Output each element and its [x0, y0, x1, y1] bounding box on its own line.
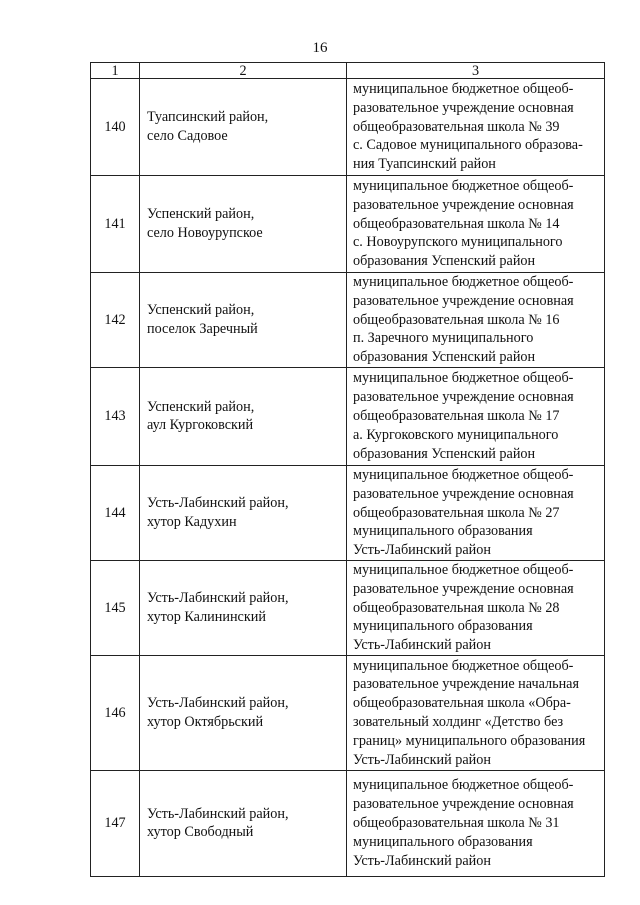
school-name-line: муниципальное бюджетное общеоб- — [353, 178, 574, 194]
column-header-1: 1 — [91, 63, 140, 79]
locality-cell — [140, 465, 347, 560]
school-name-line: разовательное учреждение начальная — [353, 676, 580, 693]
school-name-cell — [347, 367, 605, 465]
school-name-line: муниципальное бюджетное общеоб- — [353, 777, 574, 794]
school-name-line: Усть-Лабинский район — [353, 542, 491, 559]
school-name-line: муниципальное бюджетное общеоб- — [353, 561, 574, 578]
school-name-line: муниципального образования — [353, 523, 533, 540]
settlement-line: аул Кургоковский — [147, 417, 254, 434]
school-name-line: муниципальное бюджетное общеоб- — [353, 274, 574, 290]
table-row — [91, 176, 605, 273]
locality-cell — [140, 770, 347, 876]
district-line: Туапсинский район, — [147, 109, 269, 126]
locality-cell — [140, 655, 347, 770]
school-name-line: разовательное учреждение основная — [353, 580, 574, 597]
school-name-line: общеобразовательная школа № 16 — [353, 311, 560, 328]
locality-cell — [140, 560, 347, 655]
row-number: 141 — [91, 176, 140, 273]
table-row — [91, 560, 605, 655]
school-name-line: общеобразовательная школа № 39 — [353, 118, 560, 135]
school-name-line: муниципальное бюджетное общеоб- — [353, 466, 574, 483]
locality-cell — [140, 367, 347, 465]
schools-table — [90, 62, 605, 877]
school-name-cell — [347, 79, 605, 176]
school-name-line: Усть-Лабинский район — [353, 751, 491, 768]
school-name-line: зовательный холдинг «Детство без — [353, 713, 564, 730]
school-name-line: разовательное учреждение основная — [353, 796, 574, 813]
table-row — [91, 465, 605, 560]
school-name-line: муниципальное бюджетное общеоб- — [353, 370, 574, 387]
school-name-line: муниципальное бюджетное общеоб- — [353, 81, 574, 97]
school-name-line: разовательное учреждение основная — [353, 389, 574, 406]
school-name-line: муниципального образования — [353, 833, 533, 850]
row-number: 140 — [91, 79, 140, 176]
column-header-2: 2 — [140, 63, 347, 79]
table-row — [91, 79, 605, 176]
school-name-line: ния Туапсинский район — [353, 156, 496, 173]
district-line: Усть-Лабинский район, — [147, 695, 289, 712]
district-line: Усть-Лабинский район, — [147, 590, 289, 607]
school-name-line: образования Успенский район — [353, 445, 536, 462]
school-name-cell — [347, 176, 605, 273]
school-name-line: образования Успенский район — [353, 253, 536, 270]
settlement-line: село Садовое — [147, 128, 228, 144]
district-line: Успенский район, — [147, 302, 255, 319]
school-name-line: с. Садовое муниципального образова- — [353, 137, 583, 154]
district-line: Успенский район, — [147, 206, 255, 223]
school-name-cell — [347, 770, 605, 876]
locality-cell — [140, 79, 347, 176]
school-name-line: разовательное учреждение основная — [353, 99, 574, 116]
school-name-cell — [347, 273, 605, 368]
row-number: 146 — [91, 655, 140, 770]
table-row — [91, 367, 605, 465]
row-number: 147 — [91, 770, 140, 876]
school-name-line: муниципального образования — [353, 618, 533, 635]
school-name-line: муниципальное бюджетное общеоб- — [353, 657, 574, 674]
school-name-line: общеобразовательная школа № 14 — [353, 215, 560, 232]
school-name-line: разовательное учреждение основная — [353, 485, 574, 502]
district-line: Усть-Лабинский район, — [147, 495, 289, 512]
school-name-line: а. Кургоковского муниципального — [353, 426, 559, 443]
school-name-line: границ» муниципального образования — [353, 732, 586, 749]
table-row — [91, 770, 605, 876]
table-row — [91, 273, 605, 368]
table-row — [91, 655, 605, 770]
district-line: Успенский район, — [147, 398, 255, 415]
school-name-cell — [347, 655, 605, 770]
row-number: 143 — [91, 367, 140, 465]
row-number: 145 — [91, 560, 140, 655]
settlement-line: хутор Калининский — [147, 608, 266, 625]
school-name-line: общеобразовательная школа № 31 — [353, 815, 560, 832]
settlement-line: хутор Октябрьский — [147, 713, 264, 730]
school-name-line: общеобразовательная школа № 28 — [353, 599, 560, 616]
school-name-line: Усть-Лабинский район — [353, 852, 491, 869]
school-name-line: разовательное учреждение основная — [353, 196, 574, 213]
school-name-cell — [347, 465, 605, 560]
school-name-line: разовательное учреждение основная — [353, 292, 574, 309]
page-number: 16 — [312, 40, 328, 56]
school-name-cell — [347, 560, 605, 655]
school-name-line: образования Успенский район — [353, 349, 536, 366]
school-name-line: с. Новоурупского муниципального — [353, 234, 563, 251]
school-name-line: общеобразовательная школа № 17 — [353, 408, 560, 425]
row-number: 142 — [91, 273, 140, 368]
locality-cell — [140, 176, 347, 273]
row-number: 144 — [91, 465, 140, 560]
column-header-3: 3 — [347, 63, 605, 79]
table-header-row — [91, 63, 605, 79]
settlement-line: хутор Свободный — [147, 824, 254, 841]
school-name-line: п. Заречного муниципального — [353, 330, 534, 347]
locality-cell — [140, 273, 347, 368]
school-name-line: общеобразовательная школа № 27 — [353, 504, 560, 521]
district-line: Усть-Лабинский район, — [147, 805, 289, 822]
settlement-line: село Новоурупское — [147, 225, 263, 241]
school-name-line: общеобразовательная школа «Обра- — [353, 695, 571, 712]
settlement-line: поселок Заречный — [147, 320, 258, 337]
school-name-line: Усть-Лабинский район — [353, 637, 491, 654]
settlement-line: хутор Кадухин — [147, 513, 237, 530]
